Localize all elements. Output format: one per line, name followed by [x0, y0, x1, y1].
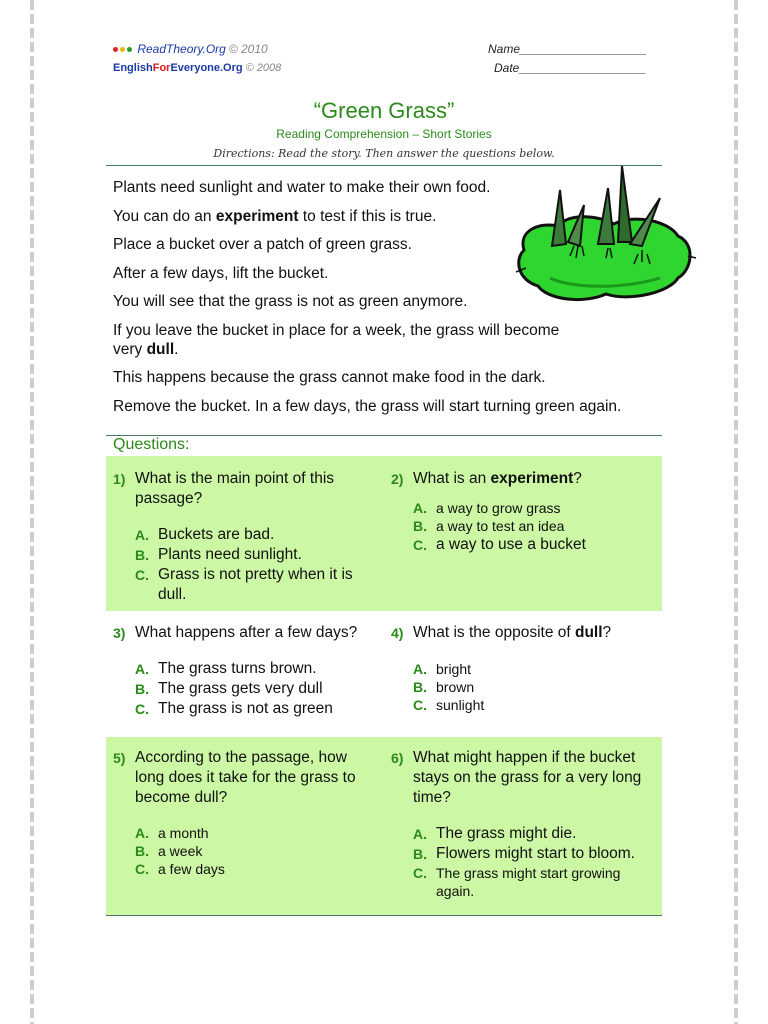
list-item: B. a week [135, 843, 203, 859]
list-item: C. The grass is not as green [135, 700, 333, 717]
list-item: C. sunlight [413, 697, 485, 713]
list-item: B. Plants need sunlight. [135, 546, 302, 563]
page-subtitle: Reading Comprehension – Short Stories [276, 127, 492, 141]
readtheory-logo-text: ReadTheory.Org [137, 42, 226, 56]
list-item: B. Flowers might start to bloom. [413, 845, 635, 862]
list-item: A. The grass might die. [413, 825, 577, 842]
englishforeveryone-logo [113, 62, 281, 74]
story-line-8: Remove the bucket. In a few days, the grass will start turning green again. [113, 397, 622, 415]
questions-header: Questions: [113, 436, 190, 453]
readtheory-copyright: © 2010 [228, 42, 268, 56]
logo2-everyone: Everyone.Org [170, 62, 243, 74]
question-4-text: What is the opposite of dull? [413, 624, 612, 641]
list-item: B. The grass gets very dull [135, 680, 323, 697]
list-item: B. brown [413, 679, 475, 695]
question-1-number: 1) [113, 471, 126, 487]
question-6 [391, 748, 661, 900]
name-field: Name___________________ [488, 42, 647, 56]
story-line-1: Plants need sunlight and water to make their own food. [113, 179, 491, 196]
list-item: C. a way to use a bucket [413, 536, 586, 553]
question-6-number: 6) [391, 750, 404, 766]
question-1-text: What is the main point of this passage? [135, 470, 335, 507]
question-6-text: What might happen if the bucket stays on the grass for a very long time? [413, 749, 642, 806]
date-field: Date___________________ [494, 61, 647, 75]
question-3-number: 3) [113, 625, 126, 641]
list-item: C. The grass might start growing again. [413, 865, 621, 899]
question-3 [113, 623, 378, 719]
question-4-number: 4) [391, 625, 404, 641]
list-item: C. Grass is not pretty when it is dull. [135, 566, 353, 603]
story-line-4: After a few days, lift the bucket. [113, 264, 329, 282]
yellow-dot-icon [120, 47, 125, 52]
question-5-text: According to the passage, how long does it take for the grass to become dull? [135, 749, 356, 806]
logo2-english: English [113, 62, 153, 74]
question-4 [391, 623, 656, 714]
story-line-6: If you leave the bucket in place for a week, the grass will become very dull. [113, 321, 560, 358]
red-dot-icon [113, 47, 118, 52]
story-line-2: You can do an experiment to test if this is true. [113, 207, 437, 225]
question-2-text: What is an experiment? [413, 470, 582, 487]
question-5 [113, 748, 378, 878]
readtheory-logo [113, 42, 268, 56]
list-item: A. a way to grow grass [413, 500, 561, 516]
story-line-5: You will see that the grass is not as green anymore. [113, 293, 468, 310]
question-1 [113, 469, 373, 605]
logo2-for: For [152, 62, 171, 74]
page-title: “Green Grass” [313, 98, 455, 123]
list-item: A. bright [413, 661, 472, 677]
bottom-divider [106, 915, 662, 916]
question-2-number: 2) [391, 471, 404, 487]
directions: Directions: Read the story. Then answer the questions below. [213, 147, 555, 160]
story-line-3: Place a bucket over a patch of green grass. [113, 236, 412, 253]
question-5-number: 5) [113, 750, 126, 766]
list-item: B. a way to test an idea [413, 518, 565, 534]
logo2-copyright: © 2008 [245, 62, 282, 74]
question-3-text: What happens after a few days? [135, 624, 358, 641]
list-item: A. The grass turns brown. [135, 660, 317, 677]
grass-illustration [510, 160, 700, 305]
question-2 [391, 469, 656, 555]
list-item: A. Buckets are bad. [135, 526, 275, 543]
list-item: C. a few days [135, 861, 225, 877]
list-item: A. a month [135, 825, 209, 841]
story-line-7: This happens because the grass cannot make food in the dark. [113, 369, 546, 386]
green-dot-icon [127, 47, 132, 52]
